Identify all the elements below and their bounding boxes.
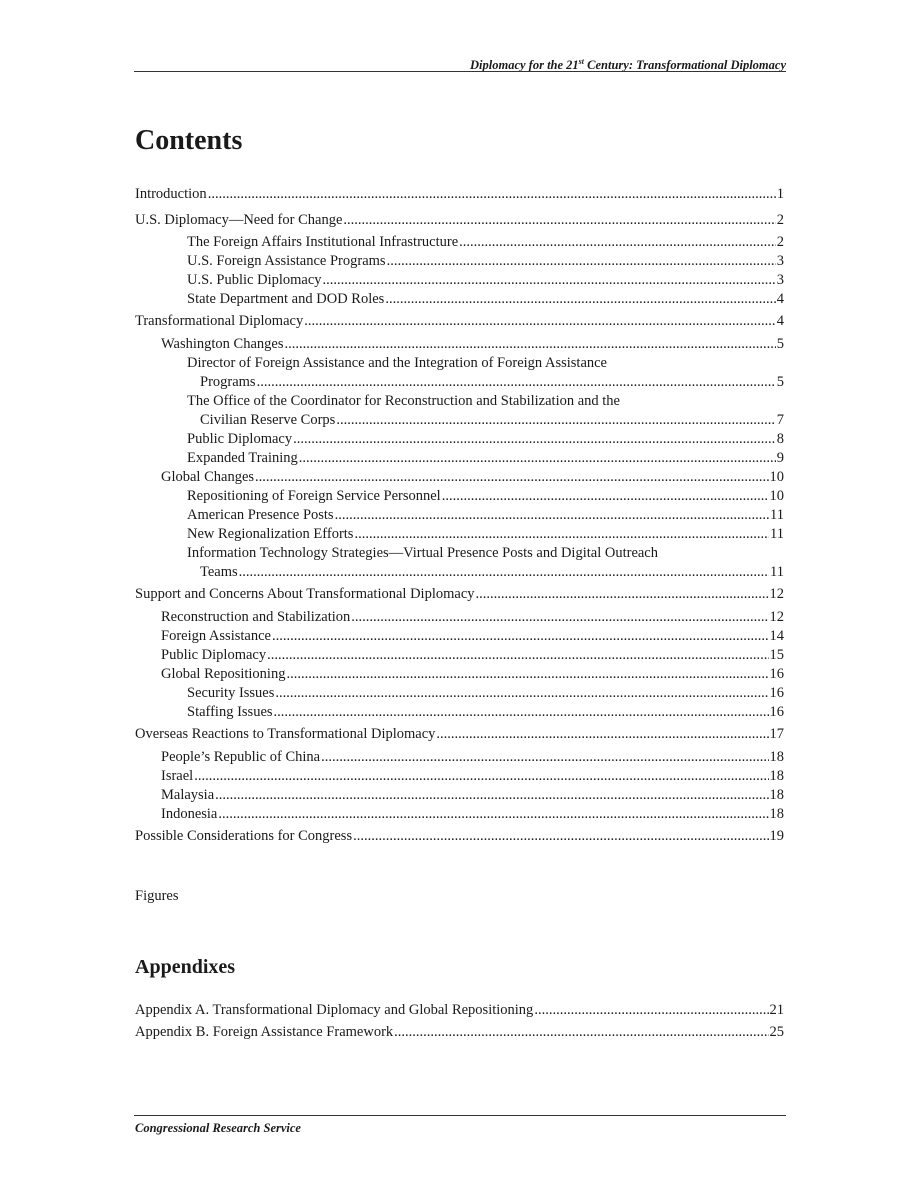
toc-page-number: 4 xyxy=(776,291,784,307)
toc-entry[interactable] xyxy=(161,748,784,767)
dot-leader xyxy=(218,805,768,824)
dot-leader xyxy=(459,233,776,252)
toc-entry-row xyxy=(135,1023,784,1042)
toc-entry-row xyxy=(135,827,784,846)
toc-entry[interactable] xyxy=(161,767,784,786)
toc-entry[interactable] xyxy=(187,449,784,468)
toc-page-number: 10 xyxy=(769,488,784,504)
toc-entry[interactable] xyxy=(187,506,784,525)
toc-entry-row xyxy=(187,411,784,430)
toc-entry-row xyxy=(187,506,784,525)
toc-entry-row xyxy=(187,271,784,290)
toc-entry[interactable] xyxy=(135,725,784,744)
toc-entry-row xyxy=(187,449,784,468)
toc-page-number: 11 xyxy=(770,564,784,580)
toc-entry[interactable] xyxy=(187,271,784,290)
dot-leader xyxy=(442,487,769,506)
toc-entry-row xyxy=(135,185,784,204)
toc-entry[interactable] xyxy=(187,684,784,703)
toc-entry[interactable] xyxy=(135,827,784,846)
toc-entry-row xyxy=(187,563,784,582)
toc-page-number: 14 xyxy=(769,628,784,644)
toc-page-number: 1 xyxy=(776,186,784,202)
toc-entry-label: Foreign Assistance xyxy=(161,628,271,644)
header-title-superscript: st xyxy=(578,56,585,66)
toc-entry-label: The Office of the Coordinator for Reconstruction and Stabilization and the xyxy=(187,393,620,409)
toc-entry-label: Appendix A. Transformational Diplomacy and Global Repositioning xyxy=(135,1002,534,1018)
dot-leader xyxy=(335,506,769,525)
toc-entry[interactable] xyxy=(187,392,784,430)
toc-page-number: 18 xyxy=(769,768,784,784)
toc-page-number: 16 xyxy=(769,704,784,720)
dot-leader xyxy=(354,525,769,544)
toc-entry[interactable] xyxy=(135,185,784,204)
toc-page-number: 25 xyxy=(769,1024,784,1040)
toc-entry-row xyxy=(187,233,784,252)
toc-page-number: 18 xyxy=(769,787,784,803)
toc-entry-label: American Presence Posts xyxy=(187,507,334,523)
toc-entry[interactable] xyxy=(187,544,784,582)
contents-title: Contents xyxy=(135,125,243,156)
toc-entry-label: Overseas Reactions to Transformational Diplomacy xyxy=(135,726,436,742)
toc-entry[interactable] xyxy=(187,354,784,392)
toc-page-number: 8 xyxy=(776,431,784,447)
toc-page-number: 21 xyxy=(769,1002,784,1018)
toc-entry-row xyxy=(161,608,784,627)
toc-entry-label: Public Diplomacy xyxy=(187,431,293,447)
toc-entry-label: Support and Concerns About Transformational Diplomacy xyxy=(135,586,475,602)
toc-page-number: 3 xyxy=(776,253,784,269)
dot-leader xyxy=(215,786,768,805)
dot-leader xyxy=(208,185,776,204)
toc-entry-label: Public Diplomacy xyxy=(161,647,267,663)
toc-entry-label: U.S. Diplomacy—Need for Change xyxy=(135,212,343,228)
dot-leader xyxy=(351,608,768,627)
toc-entry-row xyxy=(161,468,784,487)
toc-page-number: 16 xyxy=(769,685,784,701)
dot-leader xyxy=(394,1023,768,1042)
toc-entry-row xyxy=(187,684,784,703)
toc-entry-label: Reconstruction and Stabilization xyxy=(161,609,351,625)
dot-leader xyxy=(275,684,768,703)
toc-entry[interactable] xyxy=(161,665,784,684)
toc-page-number: 12 xyxy=(769,586,784,602)
toc-entry[interactable] xyxy=(187,487,784,506)
toc-entry-label: Expanded Training xyxy=(187,450,298,466)
dot-leader xyxy=(385,290,775,309)
dot-leader xyxy=(272,627,769,646)
toc-entry-label: Indonesia xyxy=(161,806,218,822)
toc-entry-label: The Foreign Affairs Institutional Infrastructure xyxy=(187,234,459,250)
toc-page-number: 11 xyxy=(770,507,784,523)
toc-entry-label-continuation: Teams xyxy=(200,564,238,580)
toc-entry-label: Appendix B. Foreign Assistance Framework xyxy=(135,1024,394,1040)
dot-leader xyxy=(436,725,768,744)
dot-leader xyxy=(476,585,769,604)
toc-entry[interactable] xyxy=(135,1001,784,1020)
dot-leader xyxy=(255,468,768,487)
toc-entry-label: Possible Considerations for Congress xyxy=(135,828,353,844)
toc-entry-row xyxy=(187,290,784,309)
toc-page-number: 10 xyxy=(769,469,784,485)
toc-entry[interactable] xyxy=(187,252,784,271)
toc-entry[interactable] xyxy=(161,805,784,824)
dot-leader xyxy=(274,703,769,722)
toc-page-number: 17 xyxy=(769,726,784,742)
toc-entry-row xyxy=(135,585,784,604)
toc-entry[interactable] xyxy=(187,525,784,544)
toc-page-number: 2 xyxy=(776,234,784,250)
toc-entry-row xyxy=(135,1001,784,1020)
toc-entry[interactable] xyxy=(161,786,784,805)
toc-entry-label: Global Repositioning xyxy=(161,666,286,682)
toc-entry-label: Information Technology Strategies—Virtual Presence Posts and Digital Outreach xyxy=(187,545,658,561)
toc-entry-row xyxy=(187,430,784,449)
toc-page-number: 4 xyxy=(776,313,784,329)
dot-leader xyxy=(194,767,768,786)
toc-entry-label-continuation: Programs xyxy=(200,374,256,390)
toc-entry-label: U.S. Foreign Assistance Programs xyxy=(187,253,386,269)
toc-entry-row xyxy=(135,725,784,744)
toc-entry-row xyxy=(161,646,784,665)
toc-entry-row xyxy=(161,748,784,767)
toc-entry-label: Washington Changes xyxy=(161,336,284,352)
toc-entry-row xyxy=(187,252,784,271)
toc-entry-label: People’s Republic of China xyxy=(161,749,321,765)
toc-entry-row xyxy=(161,786,784,805)
toc-entry-label: Global Changes xyxy=(161,469,255,485)
dot-leader xyxy=(353,827,768,846)
toc-entry-row xyxy=(161,335,784,354)
toc-entry[interactable] xyxy=(187,290,784,309)
toc-entry-row xyxy=(187,373,784,392)
toc-entry-row xyxy=(161,805,784,824)
header-title-part1: Diplomacy for the 21 xyxy=(470,58,579,72)
dot-leader xyxy=(267,646,768,665)
dot-leader xyxy=(387,252,776,271)
toc-entry[interactable] xyxy=(187,233,784,252)
toc-entry-label: State Department and DOD Roles xyxy=(187,291,385,307)
toc-entry-label: Introduction xyxy=(135,186,207,202)
dot-leader xyxy=(321,748,768,767)
toc-entry-row xyxy=(135,211,784,230)
toc-entry[interactable] xyxy=(135,585,784,604)
toc-page-number: 11 xyxy=(770,526,784,542)
toc-entry-label: U.S. Public Diplomacy xyxy=(187,272,322,288)
toc-page-number: 19 xyxy=(769,828,784,844)
dot-leader xyxy=(286,665,768,684)
toc-entry-label: Malaysia xyxy=(161,787,215,803)
dot-leader xyxy=(299,449,776,468)
toc-entry[interactable] xyxy=(187,703,784,722)
toc-entry[interactable] xyxy=(135,312,784,331)
toc-page-number: 2 xyxy=(776,212,784,228)
toc-entry-label: Repositioning of Foreign Service Personnel xyxy=(187,488,441,504)
figures-label: Figures xyxy=(135,888,179,904)
toc-entry[interactable] xyxy=(161,646,784,665)
toc-entry[interactable] xyxy=(135,1023,784,1042)
running-footer: Congressional Research Service xyxy=(135,1121,301,1135)
appendixes-title: Appendixes xyxy=(135,956,236,978)
toc-page-number: 9 xyxy=(776,450,784,466)
dot-leader xyxy=(239,563,769,582)
toc-page-number: 18 xyxy=(769,806,784,822)
toc-page-number: 16 xyxy=(769,666,784,682)
toc-entry[interactable] xyxy=(161,627,784,646)
toc-entry-label: Security Issues xyxy=(187,685,275,701)
toc-page-number: 3 xyxy=(776,272,784,288)
toc-page-number: 18 xyxy=(769,749,784,765)
toc-page-number: 7 xyxy=(776,412,784,428)
toc-entry-label-continuation: Civilian Reserve Corps xyxy=(200,412,336,428)
toc-entry-row xyxy=(187,703,784,722)
toc-entry-row xyxy=(161,627,784,646)
dot-leader xyxy=(323,271,776,290)
toc-page-number: 5 xyxy=(776,336,784,352)
toc-entry-row xyxy=(161,767,784,786)
toc-entry[interactable] xyxy=(161,608,784,627)
toc-entry-label: Israel xyxy=(161,768,194,784)
toc-entry[interactable] xyxy=(161,468,784,487)
toc-entry-row xyxy=(187,525,784,544)
toc-entry[interactable] xyxy=(187,430,784,449)
dot-leader xyxy=(336,411,775,430)
dot-leader xyxy=(304,312,776,331)
toc-entry-row xyxy=(187,487,784,506)
dot-leader xyxy=(343,211,775,230)
footer-rule xyxy=(134,1115,786,1116)
dot-leader xyxy=(534,1001,768,1020)
dot-leader xyxy=(284,335,775,354)
dot-leader xyxy=(257,373,776,392)
toc-entry-label: Staffing Issues xyxy=(187,704,273,720)
header-title-part2: Century: Transformational Diplomacy xyxy=(584,58,786,72)
toc-entry[interactable] xyxy=(135,211,784,230)
toc-page-number: 12 xyxy=(769,609,784,625)
toc-entry-row xyxy=(161,665,784,684)
dot-leader xyxy=(293,430,776,449)
toc-entry-label: Transformational Diplomacy xyxy=(135,313,304,329)
toc-page-number: 5 xyxy=(776,374,784,390)
toc-entry-label: New Regionalization Efforts xyxy=(187,526,354,542)
toc-entry[interactable] xyxy=(161,335,784,354)
toc-entry-label: Director of Foreign Assistance and the Integration of Foreign Assistance xyxy=(187,355,607,371)
toc-page-number: 15 xyxy=(769,647,784,663)
toc-entry-row xyxy=(135,312,784,331)
